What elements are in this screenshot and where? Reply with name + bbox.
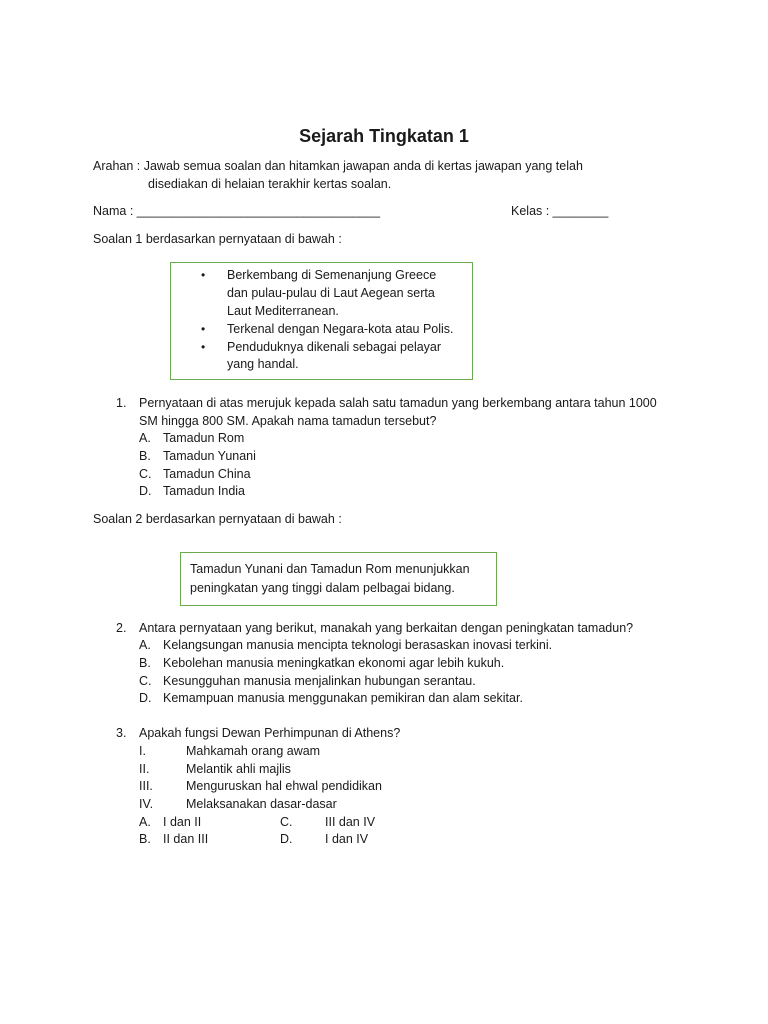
q2-option-letter: D. <box>139 691 152 705</box>
q2-option-d: Kemampuan manusia menggunakan pemikiran dan alam sekitar. <box>163 691 523 705</box>
bullet-icon: • <box>201 322 206 336</box>
question-1-intro: Soalan 1 berdasarkan pernyataan di bawah : <box>93 232 342 246</box>
class-field: Kelas : ________ <box>511 204 609 218</box>
q1-option-letter: B. <box>139 449 151 463</box>
question-1-number: 1. <box>116 396 127 410</box>
q3-option-c: III dan IV <box>325 815 376 829</box>
q1-option-letter: A. <box>139 431 151 445</box>
q3-statement-numeral: I. <box>139 744 146 758</box>
statement-3-line-2: yang handal. <box>227 357 299 371</box>
q3-option-d: I dan IV <box>325 832 369 846</box>
q3-option-letter: C. <box>280 815 293 829</box>
q2-option-letter: B. <box>139 656 151 670</box>
bullet-icon: • <box>201 340 206 354</box>
box-2-line-1: Tamadun Yunani dan Tamadun Rom menunjukkan <box>190 562 470 576</box>
q1-option-a: Tamadun Rom <box>163 431 245 445</box>
q3-statement-3: Menguruskan hal ehwal pendidikan <box>186 779 382 793</box>
q3-statement-4: Melaksanakan dasar-dasar <box>186 797 337 811</box>
q3-statement-1: Mahkamah orang awam <box>186 744 321 758</box>
q1-option-letter: D. <box>139 484 152 498</box>
q2-option-letter: C. <box>139 674 152 688</box>
statement-1-line-1: Berkembang di Semenanjung Greece <box>227 268 437 282</box>
statement-1-line-3: Laut Mediterranean. <box>227 304 339 318</box>
q3-option-letter: D. <box>280 832 293 846</box>
statement-2: Terkenal dengan Negara-kota atau Polis. <box>227 322 454 336</box>
q1-option-letter: C. <box>139 467 152 481</box>
q2-option-letter: A. <box>139 638 151 652</box>
name-field: Nama : ___________________________________ <box>93 204 381 218</box>
page-title: Sejarah Tingkatan 1 <box>299 126 469 146</box>
question-2-number: 2. <box>116 621 127 635</box>
q3-statement-numeral: IV. <box>139 797 154 811</box>
statement-1-line-2: dan pulau-pulau di Laut Aegean serta <box>227 286 435 300</box>
q3-option-letter: A. <box>139 815 151 829</box>
q2-option-b: Kebolehan manusia meningkatkan ekonomi agar lebih kukuh. <box>163 656 505 670</box>
question-3-number: 3. <box>116 726 127 740</box>
q1-option-c: Tamadun China <box>163 467 251 481</box>
instructions-line-2: disediakan di helaian terakhir kertas soalan. <box>148 177 392 191</box>
q3-statement-numeral: II. <box>139 762 150 776</box>
instructions-line-1: Arahan : Jawab semua soalan dan hitamkan jawapan anda di kertas jawapan yang telah <box>93 159 583 173</box>
q3-option-b: II dan III <box>163 832 209 846</box>
question-1-text-line-2: SM hingga 800 SM. Apakah nama tamadun tersebut? <box>139 414 437 428</box>
q3-statement-2: Melantik ahli majlis <box>186 762 291 776</box>
bullet-icon: • <box>201 268 206 282</box>
statement-box-1 <box>170 262 473 380</box>
question-2-intro: Soalan 2 berdasarkan pernyataan di bawah : <box>93 512 342 526</box>
question-1-text-line-1: Pernyataan di atas merujuk kepada salah satu tamadun yang berkembang antara tahun 1000 <box>139 396 657 410</box>
statement-3-line-1: Penduduknya dikenali sebagai pelayar <box>227 340 442 354</box>
box-2-line-2: peningkatan yang tinggi dalam pelbagai bidang. <box>190 581 455 595</box>
statement-box-2 <box>180 552 497 606</box>
question-3-text: Apakah fungsi Dewan Perhimpunan di Athens? <box>139 726 401 740</box>
q2-option-a: Kelangsungan manusia mencipta teknologi berasaskan inovasi terkini. <box>163 638 553 652</box>
q1-option-d: Tamadun India <box>163 484 246 498</box>
q2-option-c: Kesungguhan manusia menjalinkan hubungan serantau. <box>163 674 476 688</box>
q3-option-letter: B. <box>139 832 151 846</box>
q3-option-a: I dan II <box>163 815 202 829</box>
q3-statement-numeral: III. <box>139 779 153 793</box>
q1-option-b: Tamadun Yunani <box>163 449 256 463</box>
question-2-text: Antara pernyataan yang berikut, manakah yang berkaitan dengan peningkatan tamadun? <box>139 621 634 635</box>
